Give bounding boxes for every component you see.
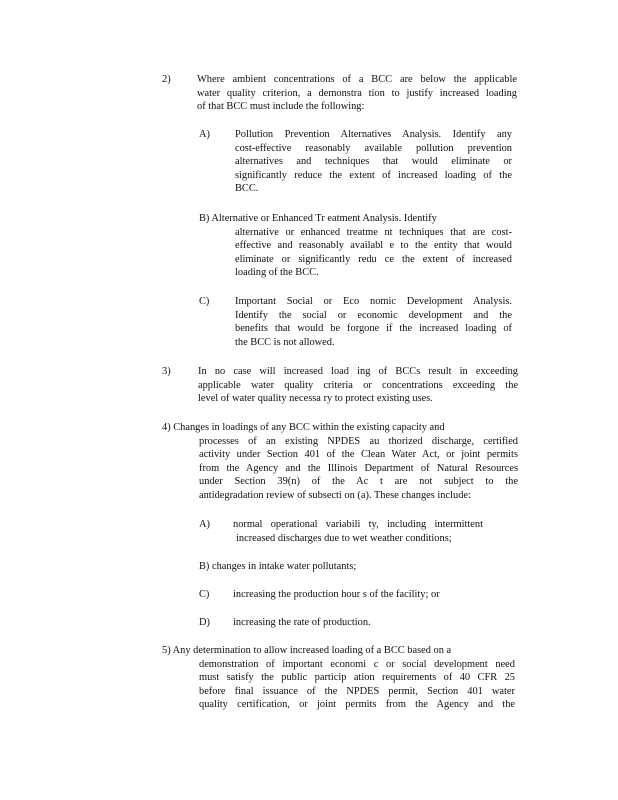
item-4c-letter: C) xyxy=(199,589,210,600)
item-4-first-line: 4) Changes in loadings of any BCC within the existing capacity and xyxy=(162,422,445,433)
item-3-text xyxy=(198,365,518,406)
item-2c-line: benefits that would be forgone if the increased loading of xyxy=(235,323,512,335)
item-4a-line: normal operational variabili ty, including intermittent xyxy=(233,519,483,530)
item-4b-line: B) changes in intake water pollutants; xyxy=(199,561,357,572)
item-2a-letter: A) xyxy=(199,129,210,140)
item-4-line: antidegradation review of subsecti on (a). These changes include: xyxy=(199,489,471,501)
item-3-line: In no case will increased load ing of BCCs result in exceeding xyxy=(198,366,518,377)
item-2a-text xyxy=(235,128,512,196)
item-2-line: water quality criterion, a demonstra tion to justify increased loading xyxy=(197,87,517,99)
item-2c-line: the BCC is not allowed. xyxy=(235,336,335,348)
item-4 xyxy=(162,421,522,505)
item-2c-line: Important Social or Eco nomic Development Analysis. xyxy=(235,296,512,307)
item-5-first-line: 5) Any determination to allow increased loading of a BCC based on a xyxy=(162,645,452,656)
item-4a xyxy=(199,518,519,546)
item-5-line: must satisfy the public particip ation requirements of 40 CFR 25 xyxy=(199,672,515,684)
item-2-number: 2) xyxy=(162,74,171,85)
item-5-line: quality certification, or joint permits from the Agency and the xyxy=(199,699,515,711)
item-2a-line: Pollution Prevention Alternatives Analysis. Identify any xyxy=(235,129,512,140)
item-4a-text xyxy=(233,518,483,545)
item-5-line: before final issuance of the NPDES permit, Section 401 water xyxy=(199,685,515,697)
item-5-line: demonstration of important economi c or social development need xyxy=(199,658,515,670)
item-2b-line: eliminate or significantly redu ce the extent of increased xyxy=(235,253,512,265)
item-2-line: of that BCC must include the following: xyxy=(197,101,365,113)
item-4c-line: increasing the production hour s of the facility; or xyxy=(233,589,440,600)
item-2c-letter: C) xyxy=(199,296,210,307)
item-2-line: Where ambient concentrations of a BCC are below the applicable xyxy=(197,74,517,85)
item-2b-line: alternative or enhanced treatme nt techniques that are cost- xyxy=(235,226,512,238)
item-2c-text xyxy=(235,295,512,349)
item-4-line: from the Agency and the Illinois Department of Natural Resources xyxy=(199,462,518,474)
item-2 xyxy=(162,73,522,115)
item-4-text xyxy=(199,435,518,503)
item-4d xyxy=(199,616,519,630)
item-2a-line: alternatives and techniques that would eliminate or xyxy=(235,156,512,168)
item-2b xyxy=(199,212,519,282)
item-2c xyxy=(199,295,519,351)
item-4d-letter: D) xyxy=(199,617,210,628)
item-2a-line: BCC. xyxy=(235,183,259,195)
item-2b-first-line: B) Alternative or Enhanced Tr eatment Analysis. Identify xyxy=(199,213,437,224)
item-2c-line: Identify the social or economic development and the xyxy=(235,309,512,321)
item-4-line: under Section 39(n) of the Ac t are not subject to the xyxy=(199,476,518,488)
item-5 xyxy=(162,644,522,714)
item-4b xyxy=(199,560,519,574)
item-2-text xyxy=(197,73,517,114)
item-2b-line: loading of the BCC. xyxy=(235,267,319,279)
item-3-number: 3) xyxy=(162,366,171,377)
item-2b-text xyxy=(235,226,512,280)
item-3-line: level of water quality necessa ry to protect existing uses. xyxy=(198,393,433,405)
item-3 xyxy=(162,365,522,407)
item-5-text xyxy=(199,658,515,712)
item-4a-line: increased discharges due to wet weather conditions; xyxy=(236,532,452,544)
item-2b-line: effective and reasonably availabl e to the entity that would xyxy=(235,240,512,252)
item-2a-line: cost-effective reasonably available pollution prevention xyxy=(235,142,512,154)
item-4c xyxy=(199,588,519,602)
item-2a-line: significantly reduce the extent of increased loading of the xyxy=(235,169,512,181)
item-4d-line: increasing the rate of production. xyxy=(233,617,371,628)
item-2a xyxy=(199,128,519,198)
item-4-line: activity under Section 401 of the Clean Water Act, or joint permits xyxy=(199,449,518,461)
item-3-line: applicable water quality criteria or concentrations exceeding the xyxy=(198,379,518,391)
item-4-line: processes of an existing NPDES au thorized discharge, certified xyxy=(199,435,518,447)
item-4a-letter: A) xyxy=(199,519,210,530)
